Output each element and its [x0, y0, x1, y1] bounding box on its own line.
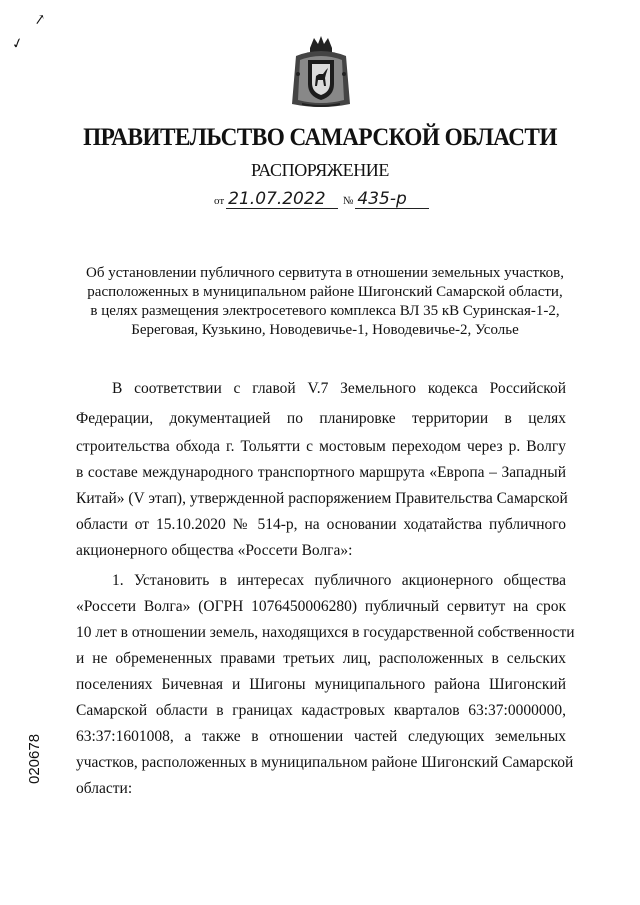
subject-line: расположенных в муниципальном районе Шигонский Самарской области, [87, 284, 563, 300]
body-line: области: [76, 780, 133, 797]
body-line: «Россети Волга» (ОГРН 1076450006280) публичный сервитут на срок [76, 598, 566, 615]
check-mark: ✓ [10, 35, 26, 54]
subject-block [60, 264, 590, 340]
subject-line: Об установлении публичного сервитута в отношении земельных участков, [86, 265, 564, 281]
body-line: 1. Установить в интересах публичного акционерного общества [112, 572, 566, 589]
body-line: и не обремененных правами третьих лиц, расположенных в сельских [76, 650, 566, 667]
coat-of-arms-emblem [288, 34, 354, 110]
body-line: В соответствии с главой V.7 Земельного кодекса Российской [112, 380, 566, 397]
body-line: поселениях Бичевная и Шигоны муниципального района Шигонский [76, 676, 566, 693]
number-value: 435-р [355, 190, 429, 209]
body-line: в составе международного транспортного маршрута «Европа – Западный [76, 464, 566, 481]
date-prefix: от [214, 195, 225, 207]
document-type: РАСПОРЯЖЕНИЕ [250, 160, 389, 180]
body-line: области от 15.10.2020 № 514-р, на основании ходатайства публичного [76, 516, 566, 533]
date-number-line [212, 190, 429, 209]
subject-line: Береговая, Кузькино, Новодевичье-1, Новодевичье-2, Усолье [131, 322, 519, 338]
body-line: 10 лет в отношении земель, находящихся в государственной собственности [76, 624, 575, 641]
pen-mark: ↗ [32, 12, 47, 29]
body-line: Китай» (V этап), утвержденной распоряжением Правительства Самарской [76, 490, 568, 507]
body-line: участков, расположенных в муниципальном районе Шигонский Самарской [76, 754, 574, 771]
organization-title: ПРАВИТЕЛЬСТВО САМАРСКОЙ ОБЛАСТИ [83, 124, 557, 151]
serial-number: 020678 [26, 733, 43, 784]
body-line: Самарской области в границах кадастровых кварталов 63:37:0000000, [76, 702, 566, 719]
body-line: акционерного общества «Россети Волга»: [76, 542, 353, 559]
date-value: 21.07.2022 [226, 190, 338, 209]
number-prefix: № [342, 195, 354, 207]
subject-line: в целях размещения электросетевого комплекса ВЛ 35 кВ Суринская-1-2, [90, 303, 560, 319]
body-line: Федерации, документацией по планировке территории в целях [76, 410, 566, 427]
body-line: строительства обхода г. Тольятти с мостовым переходом через р. Волгу [76, 438, 566, 455]
body-line: 63:37:1601008, а также в отношении частей следующих земельных [76, 728, 566, 745]
